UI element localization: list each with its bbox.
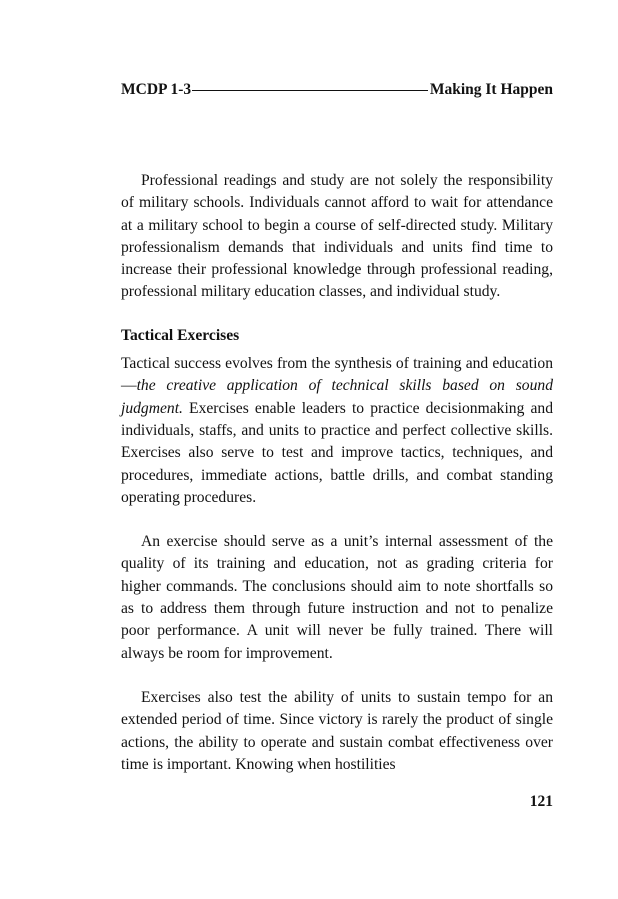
tactical-success-text-start: Tactical success evolves from the synthesis of training and education— bbox=[121, 355, 553, 395]
page-number: 121 bbox=[529, 793, 553, 810]
page-body bbox=[121, 170, 553, 776]
tactical-success-text-end: Exercises enable leaders to practice decisionmaking and individuals, staffs, and units to practice and perfect collective skills. Exercises also serve to test and improve tactics, techniques, and procedures, immediate actions, battle drills, and combat standing operating procedures. bbox=[121, 399, 553, 506]
header-chapter-title: Making It Happen bbox=[429, 81, 553, 98]
paragraph-tactical-success bbox=[121, 353, 553, 509]
tactical-success-emphasis: the creative application of technical skills based on sound judgment. bbox=[121, 377, 553, 417]
section-heading: Tactical Exercises bbox=[121, 326, 240, 344]
header-document-id: MCDP 1-3 bbox=[121, 81, 192, 98]
paragraph-exercise-assessment: An exercise should serve as a unit’s internal assessment of the quality of its training and education, not as grading criteria for higher commands. The conclusions should aim to note shortfalls so as to address them through future instruction and not to penalize poor performance. A unit will never be fully trained. There will always be room for improvement. bbox=[121, 533, 553, 662]
paragraph-professional-readings: Professional readings and study are not solely the responsibility of military schools. Individuals cannot afford to wait for attendance at a military school to begin a course of self-directed study. Military professionalism demands that individuals and units find time to increase their professional knowledge through professional reading, professional military education classes, and individual study. bbox=[121, 172, 553, 301]
header-rule bbox=[192, 90, 428, 91]
paragraph-sustain-tempo: Exercises also test the ability of units to sustain tempo for an extended period of time. Since victory is rarely the product of single actions, the ability to operate and sustain combat effectiveness over time is important. Knowing when hostilities bbox=[121, 688, 553, 773]
running-header bbox=[121, 79, 553, 101]
